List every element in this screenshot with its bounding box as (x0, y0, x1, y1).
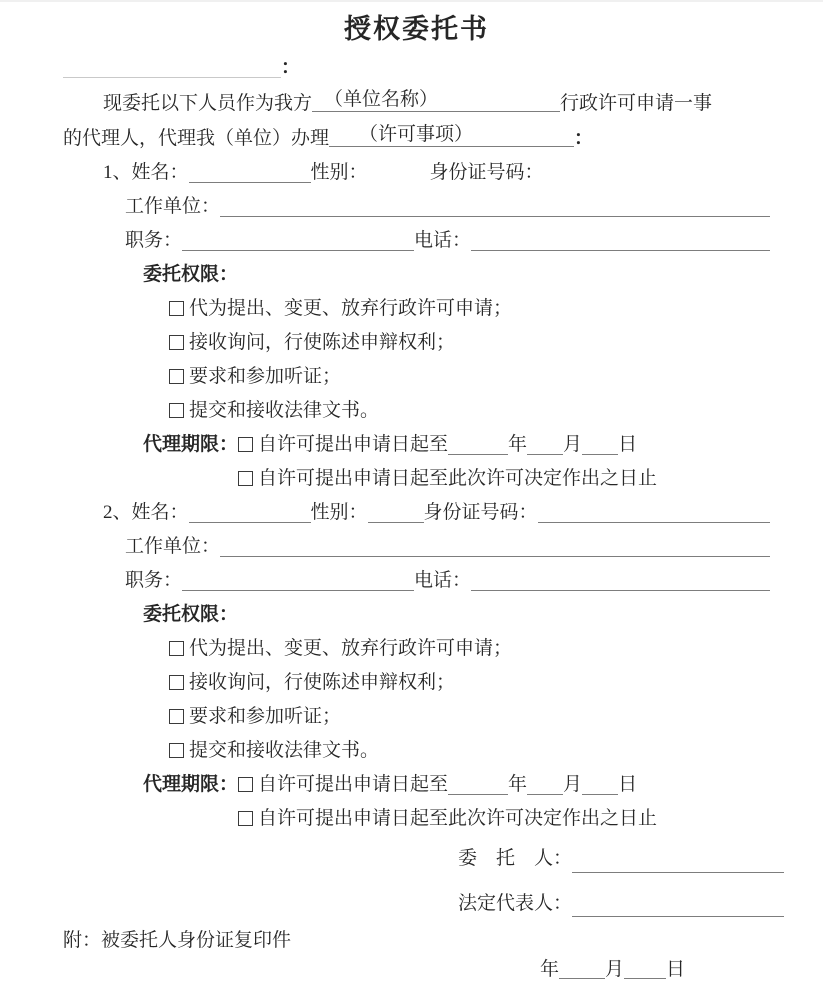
checkbox-icon[interactable] (169, 369, 184, 384)
checkbox-icon[interactable] (238, 471, 253, 486)
person1-authority-item-3 (169, 360, 770, 394)
intro-line2-text: 的代理人，代理我（单位）办理 (63, 128, 330, 149)
person2-term-label: 代理期限： (143, 774, 239, 795)
authority-item-label: 提交和接收法律文书。 (189, 400, 380, 421)
salutation-row (63, 50, 770, 86)
person2-authority-item-4 (169, 734, 770, 768)
authority-item-label: 要求和参加听证； (189, 366, 342, 387)
person2-gender-blank[interactable] (368, 496, 424, 523)
person1-phone-blank[interactable] (471, 224, 770, 251)
person2-duty-label: 职务： (125, 570, 183, 591)
person1-term-label: 代理期限： (143, 434, 239, 455)
person1-name-label: 姓名： (131, 162, 189, 183)
term-month-blank[interactable] (527, 768, 563, 795)
principal-signature-row (458, 836, 770, 882)
permit-matter-blank[interactable]: （许可事项） (329, 121, 574, 147)
person1-gender-label: 性别： (310, 162, 368, 183)
checkbox-icon[interactable] (169, 743, 184, 758)
person2-number: 2、 (103, 502, 132, 523)
person2-term-option2-row (238, 802, 770, 836)
person2-gender-label: 性别： (310, 502, 368, 523)
person1-duty-blank[interactable] (182, 224, 414, 251)
person2-authority-item-3 (169, 700, 770, 734)
intro-line2-colon: ： (574, 128, 594, 149)
person2-duty-row (125, 564, 770, 598)
salutation-blank[interactable] (63, 50, 281, 78)
checkbox-icon[interactable] (169, 641, 184, 656)
intro-line2 (63, 121, 770, 156)
person1-authority-heading: 委托权限： (143, 264, 239, 285)
person1-gender-space[interactable] (368, 156, 430, 182)
legal-rep-signature-blank[interactable] (572, 882, 784, 917)
person1-authority-item-4 (169, 394, 770, 428)
term-option1-text: 自许可提出申请日起至 (258, 434, 449, 455)
person1-work-label: 工作单位： (125, 196, 221, 217)
date-day-label: 日 (666, 959, 686, 980)
person1-work-row (125, 190, 770, 224)
person2-name-blank[interactable] (189, 496, 311, 523)
person2-authority-heading: 委托权限： (143, 604, 239, 625)
person1-duty-row (125, 224, 770, 258)
person1-phone-label: 电话： (414, 230, 472, 251)
term-year-label: 年 (508, 434, 528, 455)
person1-authority-item-1 (169, 292, 770, 326)
person2-term-row (143, 768, 770, 802)
authority-item-label: 代为提出、变更、放弃行政许可申请； (189, 638, 513, 659)
intro-line1-text: 现委托以下人员作为我方 (103, 93, 313, 114)
term-option1-text: 自许可提出申请日起至 (258, 774, 449, 795)
person2-work-blank[interactable] (220, 530, 770, 557)
checkbox-icon[interactable] (169, 403, 184, 418)
authority-item-label: 接收询问，行使陈述申辩权利； (189, 332, 456, 353)
principal-label: 委 托 人： (458, 848, 573, 869)
date-month-blank[interactable] (624, 956, 666, 979)
term-year-blank[interactable] (448, 428, 508, 455)
intro-line1 (103, 86, 770, 121)
term-day-blank[interactable] (582, 768, 618, 795)
date-year-blank[interactable] (559, 956, 605, 979)
term-day-label: 日 (618, 774, 638, 795)
checkbox-icon[interactable] (169, 301, 184, 316)
term-option2-text: 自许可提出申请日起至此次许可决定作出之日止 (258, 808, 658, 829)
authority-item-label: 代为提出、变更、放弃行政许可申请； (189, 298, 513, 319)
checkbox-icon[interactable] (238, 777, 253, 792)
authority-item-label: 要求和参加听证； (189, 706, 342, 727)
person1-id-label: 身份证号码： (429, 162, 544, 183)
checkbox-icon[interactable] (169, 335, 184, 350)
term-month-label: 月 (563, 774, 583, 795)
intro-line1-tail: 行政许可申请一事 (560, 93, 713, 114)
person2-name-row (103, 496, 770, 530)
person1-number: 1、 (103, 162, 132, 183)
person1-duty-label: 职务： (125, 230, 183, 251)
term-day-blank[interactable] (582, 428, 618, 455)
term-year-blank[interactable] (448, 768, 508, 795)
term-option2-text: 自许可提出申请日起至此次许可决定作出之日止 (258, 468, 658, 489)
term-year-label: 年 (508, 774, 528, 795)
person2-phone-label: 电话： (414, 570, 472, 591)
legal-rep-signature-row (458, 882, 770, 926)
person2-id-blank[interactable] (538, 496, 770, 523)
checkbox-icon[interactable] (238, 437, 253, 452)
person2-work-row (125, 530, 770, 564)
checkbox-icon[interactable] (169, 709, 184, 724)
date-row (540, 956, 770, 984)
term-month-blank[interactable] (527, 428, 563, 455)
person1-work-blank[interactable] (220, 190, 770, 217)
person1-term-row (143, 428, 770, 462)
person2-authority-item-2 (169, 666, 770, 700)
person2-name-label: 姓名： (131, 502, 189, 523)
person2-work-label: 工作单位： (125, 536, 221, 557)
term-day-label: 日 (618, 434, 638, 455)
attachment-note: 附：被委托人身份证复印件 (63, 930, 292, 951)
date-month-label: 月 (605, 959, 625, 980)
salutation-colon: ： (281, 57, 301, 78)
person2-duty-blank[interactable] (182, 564, 414, 591)
person1-name-row (103, 156, 770, 190)
authority-item-label: 提交和接收法律文书。 (189, 740, 380, 761)
person1-name-blank[interactable] (189, 156, 311, 183)
document-title: 授权委托书 (344, 14, 489, 44)
person2-id-label: 身份证号码： (423, 502, 538, 523)
checkbox-icon[interactable] (238, 811, 253, 826)
person1-authority-item-2 (169, 326, 770, 360)
principal-signature-blank[interactable] (572, 836, 784, 873)
person1-term-option2-row (238, 462, 770, 496)
legal-rep-label: 法定代表人： (458, 893, 573, 914)
person2-phone-blank[interactable] (471, 564, 770, 591)
unit-name-blank[interactable]: （单位名称） (312, 86, 560, 112)
person2-authority-item-1 (169, 632, 770, 666)
checkbox-icon[interactable] (169, 675, 184, 690)
date-year-label: 年 (540, 959, 560, 980)
authority-item-label: 接收询问，行使陈述申辩权利； (189, 672, 456, 693)
term-month-label: 月 (563, 434, 583, 455)
